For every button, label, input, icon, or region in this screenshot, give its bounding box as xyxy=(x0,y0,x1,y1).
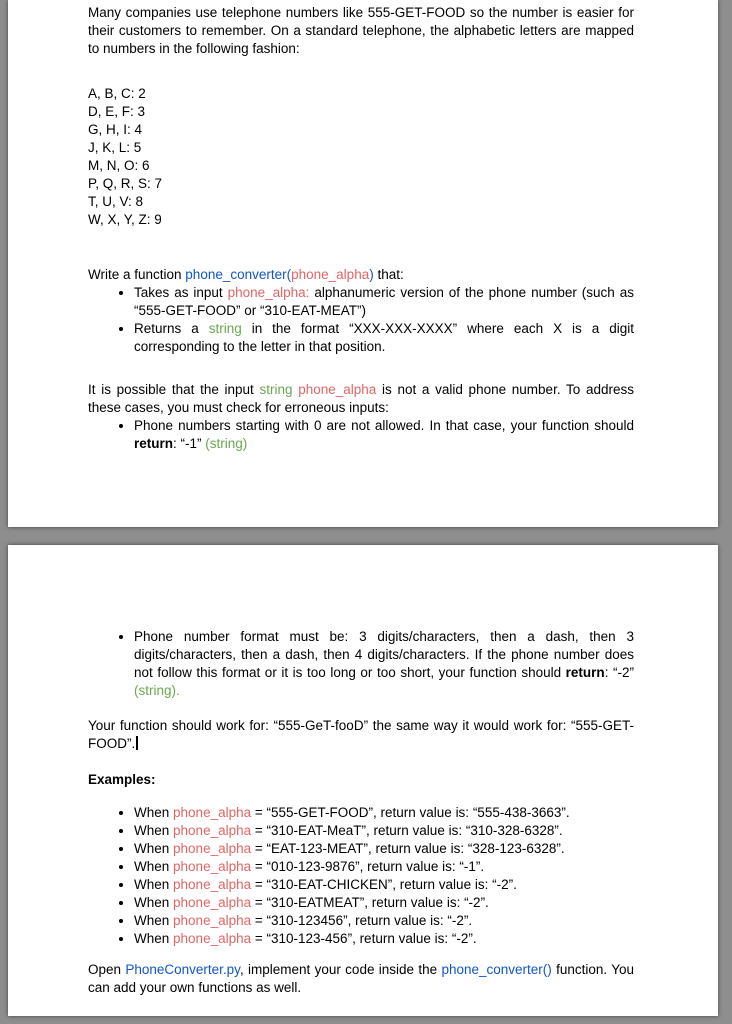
text-segment: (string) xyxy=(205,436,248,451)
text-segment: When xyxy=(134,841,174,856)
bullet-takes-input xyxy=(134,284,634,320)
document-page-1 xyxy=(8,0,718,527)
error-cases-list xyxy=(88,417,634,453)
text-segment: , implement your code inside the xyxy=(239,962,442,977)
error-cases-list-continued xyxy=(88,628,634,700)
text-segment: phone_alpha xyxy=(173,895,252,910)
keypad-mapping-list xyxy=(88,85,634,229)
mapping-line: D, E, F: 3 xyxy=(88,104,146,119)
mapping-line: M, N, O: 6 xyxy=(88,158,150,173)
text-segment: Write a function xyxy=(88,267,186,282)
example-item xyxy=(134,840,634,858)
text-segment: When xyxy=(134,877,174,892)
text-segment: = “EAT-123-MEAT”, return value is: “328-123-6328”. xyxy=(251,841,565,856)
case-insensitive-paragraph xyxy=(88,717,634,753)
mapping-line: P, Q, R, S: 7 xyxy=(88,176,163,191)
implementation-instructions-paragraph xyxy=(88,961,634,997)
intro-paragraph xyxy=(88,4,634,58)
text-segment: phone_alpha xyxy=(173,841,252,856)
text-segment: PhoneConverter.py xyxy=(125,962,240,977)
text-segment: When xyxy=(134,895,174,910)
text-segment: Phone numbers starting with 0 are not allowed. In that case, your function should xyxy=(134,418,634,433)
mapping-line: G, H, I: 4 xyxy=(88,122,143,137)
text-segment: return xyxy=(565,665,605,680)
text-segment: ) xyxy=(369,267,374,282)
text-segment: phone_alpha xyxy=(173,805,252,820)
example-item xyxy=(134,912,634,930)
text-segment: When xyxy=(134,931,174,946)
text-segment: phone_alpha xyxy=(173,859,252,874)
mapping-line: J, K, L: 5 xyxy=(88,140,142,155)
text-segment: Phone number format must be: 3 digits/characters, then a dash, then 3 digits/characters, then a dash, then 4 digits/characters. If the phone number does not follow this format or it is too long or too short, your function should xyxy=(134,629,634,680)
text-segment: function. You can add your own functions as well. xyxy=(88,962,635,995)
text-segment: = “310-123-456”, return value is: “-2”. xyxy=(251,931,477,946)
text-segment: Open xyxy=(88,962,126,977)
text-segment: Returns a xyxy=(134,321,209,336)
bullet-returns-string xyxy=(134,320,634,356)
text-segment: phone_alpha xyxy=(173,913,252,928)
mapping-line: T, U, V: 8 xyxy=(88,194,144,209)
text-segment: = “310-EATMEAT”, return value is: “-2”. xyxy=(251,895,489,910)
text-segment: return xyxy=(134,436,174,451)
examples-heading: Examples: xyxy=(88,772,156,787)
case-insensitive-text xyxy=(88,718,634,751)
text-segment: is not a valid phone number. To address these cases, you must check for erroneous inputs: xyxy=(88,382,634,415)
text-segment: = “310-EAT-CHICKEN”, return value is: “-2”. xyxy=(251,877,517,892)
text-segment: = “310-EAT-MeaT”, return value is: “310-328-6328”. xyxy=(251,823,563,838)
text-segment: string xyxy=(208,321,242,336)
function-requirements-list xyxy=(88,284,634,356)
text-segment: : “-2” xyxy=(604,665,634,680)
text-segment: phone_converter() xyxy=(441,962,552,977)
example-item xyxy=(134,858,634,876)
page-2-content xyxy=(8,545,718,997)
example-item xyxy=(134,930,634,948)
text-segment: phone_converter( xyxy=(185,267,292,282)
erroneous-input-paragraph xyxy=(88,381,634,417)
text-segment: that: xyxy=(373,267,404,282)
write-function-line xyxy=(88,266,634,284)
text-segment: Many companies use telephone numbers like 555-GET-FOOD so the number is easier for their customers to remember. On a standard telephone, the alphabetic letters are mapped to numbers in the following fashion: xyxy=(88,5,634,56)
example-item xyxy=(134,822,634,840)
document-page-2 xyxy=(8,545,718,1016)
bullet-phone-format xyxy=(134,628,634,700)
example-item xyxy=(134,804,634,822)
example-item xyxy=(134,876,634,894)
text-segment: = “010-123-9876”, return value is: “-1”. xyxy=(251,859,485,874)
text-segment: Your function should work for: “555-GeT-fooD” the same way it would work for: “555-GET-FOOD”. xyxy=(88,718,634,751)
mapping-line: A, B, C: 2 xyxy=(88,86,146,101)
bullet-starts-with-zero xyxy=(134,417,634,453)
text-segment: = “555-GET-FOOD”, return value is: “555-438-3663”. xyxy=(251,805,570,820)
text-segment: phone_alpha xyxy=(291,267,370,282)
text-segment: phone_alpha: xyxy=(227,285,310,300)
text-cursor xyxy=(136,736,138,750)
text-segment: When xyxy=(134,805,174,820)
text-segment: phone_alpha xyxy=(173,823,252,838)
text-segment: (string). xyxy=(134,683,180,698)
text-segment: string xyxy=(259,382,293,397)
text-segment: When xyxy=(134,859,174,874)
text-segment: phone_alpha xyxy=(298,382,377,397)
text-segment: Takes as input xyxy=(134,285,228,300)
text-segment: phone_alpha xyxy=(173,931,252,946)
examples-list xyxy=(88,804,634,948)
example-item xyxy=(134,894,634,912)
text-segment: When xyxy=(134,823,174,838)
page-1-content xyxy=(8,0,718,453)
mapping-line: W, X, Y, Z: 9 xyxy=(88,212,162,227)
text-segment: phone_alpha xyxy=(173,877,252,892)
text-segment: = “310-123456”, return value is: “-2”. xyxy=(251,913,473,928)
text-segment: alphanumeric version of the phone number (such as “555-GET-FOOD” or “310-EAT-MEAT”) xyxy=(134,285,634,318)
text-segment: When xyxy=(134,913,174,928)
text-segment: It is possible that the input xyxy=(88,382,260,397)
text-segment: : “-1” xyxy=(173,436,206,451)
text-segment: in the format “XXX-XXX-XXXX” where each X is a digit corresponding to the letter in that position. xyxy=(134,321,635,354)
